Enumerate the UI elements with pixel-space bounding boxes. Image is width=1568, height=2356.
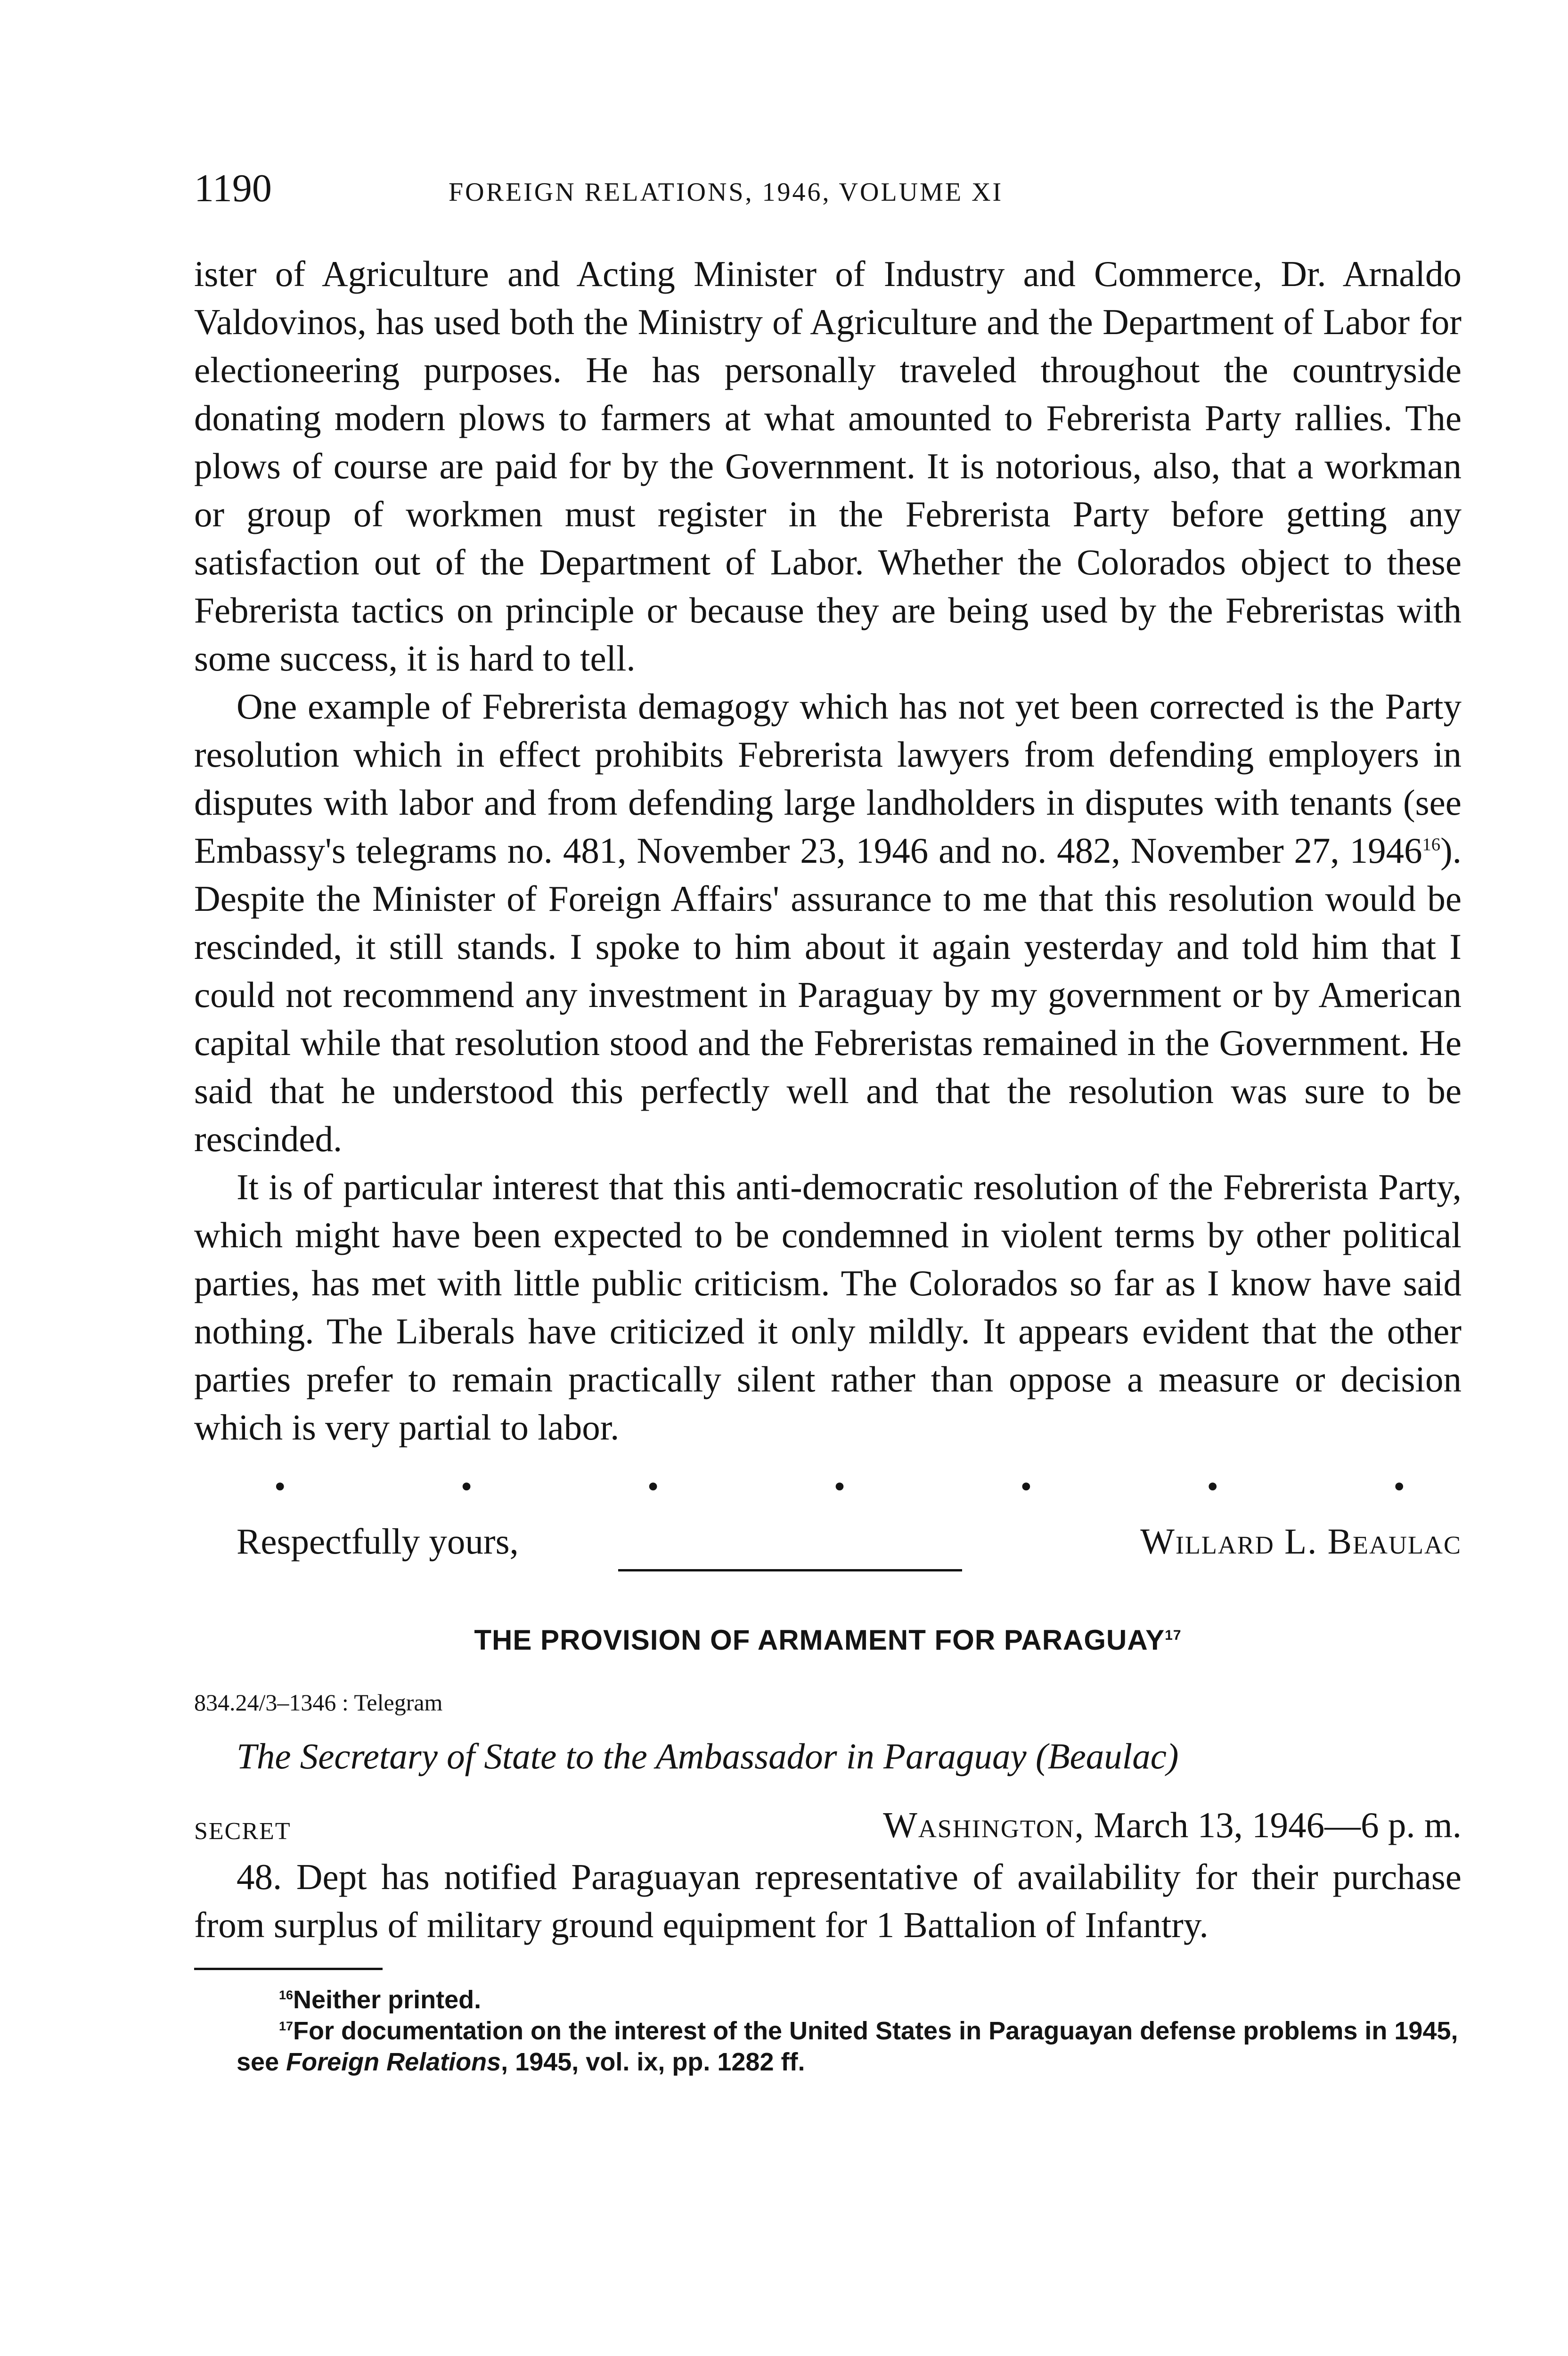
footnote-mark-16: 16 [279, 1988, 294, 2002]
footnote-16 [194, 1984, 1462, 2015]
classification: SECRET [194, 1818, 291, 1845]
paragraph-criticism: It is of particular interest that this anti-democratic resolution of the Febrerista Party, which might have been expected to be condemned in violent terms by other political parties, has met with little public criticism. The Colorados so far as I know have said nothing. The Liberals have criticized it only mildly. It appears evident that the other parties prefer to remain practically silent rather than oppose a measure or decision which is very partial to labor. [194, 1167, 1462, 1448]
document-title: The Secretary of State to the Ambassador in Paraguay (Beaulac) [237, 1736, 1179, 1776]
page-body [194, 250, 1462, 2078]
place-date [883, 1801, 1462, 1849]
dot: • [1393, 1469, 1405, 1505]
signoff [194, 1517, 1462, 1602]
section-divider [618, 1569, 962, 1571]
page-header [194, 165, 1462, 212]
dateline [194, 1801, 1462, 1853]
closing: Respectfully yours, [237, 1521, 519, 1562]
dot: • [833, 1469, 846, 1505]
footnote-16-text: Neither printed. [293, 1986, 482, 2014]
dot: • [647, 1469, 659, 1505]
paragraph-continued: ister of Agriculture and Acting Minister of Industry and Commerce, Dr. Arnaldo Valdovinos, has used both the Ministry of Agriculture and the Department of Labor for electioneering purposes. He has personally traveled throughout the countryside donating modern plows to farmers at what amounted to Febrerista Party rallies. The plows of course are paid for by the Government. It is notorious, also, that a workman or group of workmen must register in the Febrerista Party before getting any satisfaction out of the Department of Labor. Whether the Colorados object to these Febrerista tactics on principle or because they are being used by the Febreristas with some success, it is hard to tell. [194, 254, 1462, 679]
paragraph-demagogy-part1: One example of Febrerista demagogy which has not yet been corrected is the Party resolution which in effect prohibits Febrerista lawyers from defending employers in disputes with labor and from defending large landholders in disputes with tenants (see Embassy's telegrams no. 481, November 23, 1946 and no. 482, November 27, 1946 [194, 686, 1462, 871]
document-page [194, 0, 1462, 2356]
dot: • [460, 1469, 473, 1505]
dot: • [1020, 1469, 1032, 1505]
footnote-17-text-b: , 1945, vol. ix, pp. 1282 ff. [501, 2048, 805, 2076]
paragraph-demagogy-part2: ). Despite the Minister of Foreign Affairs' assurance to me that this resolution would be rescinded, it still stands. I spoke to him about it again yesterday and told him that I could not recommend any investment in Paraguay by my government or by American capital while that resolution stood and the Febreristas remained in the Government. He said that he understood this perfectly well and that the resolution was sure to be rescinded. [194, 830, 1462, 1159]
section-title [194, 1614, 1462, 1666]
dot: • [1207, 1469, 1219, 1505]
footnote-17-text-a: For documentation on the interest of the United States in Paraguayan defense problems in 1945, see [237, 2017, 1458, 2076]
footnotes [194, 1984, 1462, 2078]
paragraph-demagogy [194, 682, 1462, 1163]
date: March 13, 1946—6 p. m. [1094, 1805, 1462, 1845]
page-number: 1190 [194, 166, 272, 210]
section-title-text: THE PROVISION OF ARMAMENT FOR PARAGUAY [474, 1624, 1165, 1656]
file-reference: 834.24/3–1346 : Telegram [194, 1689, 443, 1716]
ellipsis-dots [194, 1451, 1462, 1513]
signature: Willard L. Beaulac [1140, 1521, 1462, 1562]
telegram-text: 48. Dept has notified Paraguayan representative of availability for their purchase from surplus of military ground equipment for 1 Battalion of Infantry. [194, 1857, 1462, 1945]
footnote-ref-16[interactable]: 16 [1422, 834, 1441, 855]
footnote-17-italic: Foreign Relations [286, 2048, 501, 2076]
footnote-rule [194, 1968, 383, 1970]
footnote-mark-17: 17 [279, 2019, 294, 2033]
footnote-17 [194, 2015, 1462, 2078]
running-head: FOREIGN RELATIONS, 1946, VOLUME XI [449, 178, 1004, 207]
place: Washington, [883, 1805, 1085, 1845]
dot: • [274, 1469, 286, 1505]
footnote-ref-17[interactable]: 17 [1165, 1628, 1182, 1643]
